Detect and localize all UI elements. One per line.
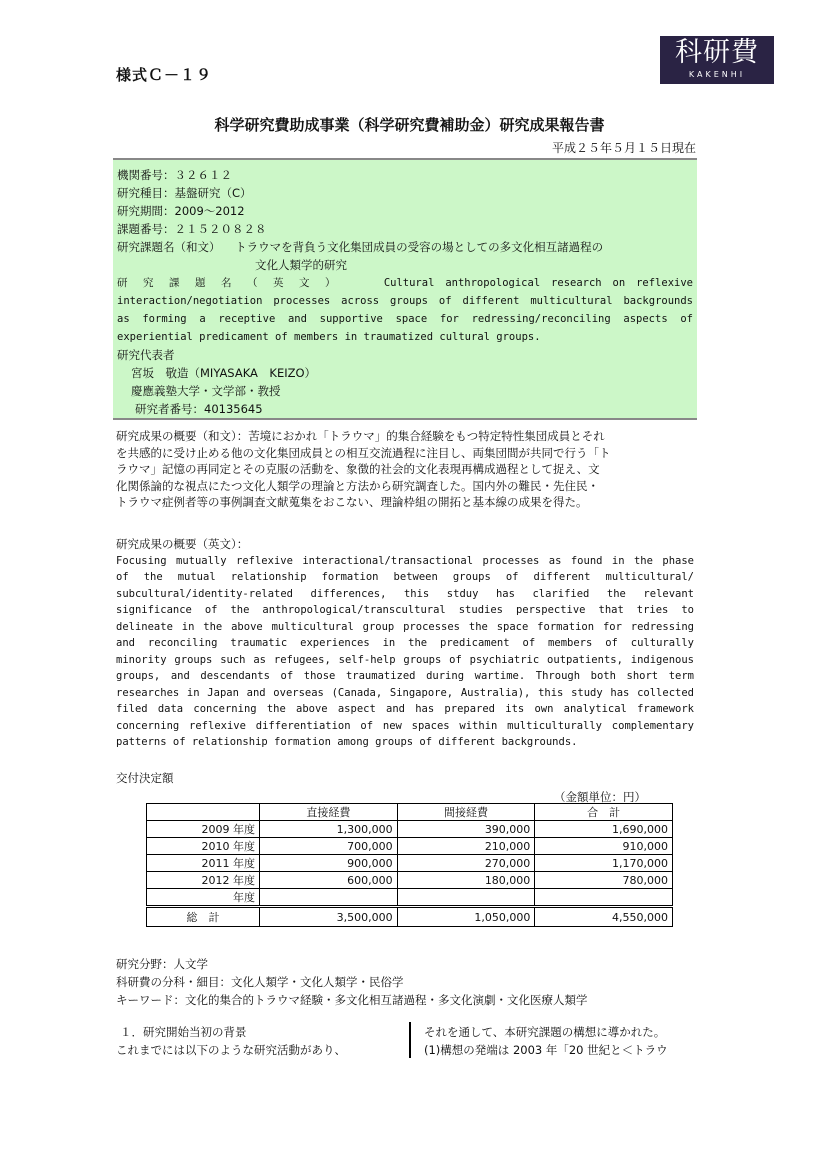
form-number: 様式Ｃ－１９ [116,66,213,84]
grant-label: 交付決定額 [116,771,174,785]
report-title: 科学研究費助成事業（科学研究費補助金）研究成果報告書 [214,116,605,134]
summary-en-line: concerning reflexive differentiation of new spaces within multiculturally complementary [116,719,694,732]
representative-name: 宮坂 敬造（MIYASAKA KEIZO） [131,366,317,380]
summary-en [116,536,694,751]
section-heading: １．研究開始当初の背景 [120,1025,247,1039]
summary-en-line: filed data concerning the above aspect and has prepared its own analytical framework [116,703,694,715]
logo-latin: KAKENHI [688,70,746,79]
title-ja-label: 研究課題名（和文） [117,240,221,254]
grant-total-direct: 3,500,000 [260,907,398,927]
summary-en-line: of the mutual relationship formation between groups of different multicultural/ [116,571,694,583]
grant-indirect: 210,000 [397,838,535,855]
researcher-number: 研究者番号：40135645 [135,402,263,416]
grant-indirect: 180,000 [397,872,535,889]
summary-en-line: researches in Japan and overseas (Canada, Singapore, Australia), this study has collected [116,686,694,699]
table-row [147,889,673,907]
grant-total: 1,170,000 [535,855,673,872]
kakenhi-logo [660,36,774,84]
column-divider [409,1022,411,1058]
research-subfield: 科研費の分科・細目：文化人類学・文化人類学・民俗学 [116,975,404,989]
grant-header-row [147,804,673,821]
research-field: 研究分野：人文学 [116,957,208,971]
grant-header-cell: 直接経費 [260,804,398,821]
grant-total-label: 総 計 [147,907,260,927]
summary-en-line: minority groups such as refugees, self-help groups of psychiatric outpatients, indigenous [116,653,694,666]
grant-unit: （金額単位：円） [554,790,646,804]
grant-year: 年度 [147,889,260,907]
representative-label: 研究代表者 [117,348,175,362]
grant-total-sum: 4,550,000 [535,907,673,927]
grant-header-cell: 合 計 [535,804,673,821]
report-date: 平成２５年５月１５日現在 [551,141,696,155]
project-info-box [113,158,697,420]
grant-total: 780,000 [535,872,673,889]
logo-kanji: 科研費 [675,37,759,68]
grant-indirect [397,889,535,907]
summary-en-line: subcultural/identity-related differences, this stduy has clarified the relevant [116,587,694,600]
title-ja-row [117,238,693,256]
grant-direct: 1,300,000 [260,821,398,838]
summary-en-line: groups, and descendants of those traumatized during wartime. Through both short term [116,670,694,682]
summary-ja-line: トラウマ症例者等の事例調査文献蒐集をおこない、理論枠組の開拓と基本線の成果を得た。 [116,495,588,509]
title-ja-text-2: 文化人類学的研究 [255,258,347,272]
table-row [147,838,673,855]
body-right-line-2: (1)構想の発端は 2003 年「20 世紀と＜トラウ [424,1043,668,1057]
grant-direct: 600,000 [260,872,398,889]
grant-direct: 700,000 [260,838,398,855]
research-category: 研究種目：基盤研究（C） [117,186,252,200]
grant-indirect: 390,000 [397,821,535,838]
grant-year: 2009 年度 [147,821,260,838]
grant-table [146,803,673,927]
title-en-row-1 [117,274,693,292]
representative-affiliation: 慶應義塾大学・文学部・教授 [131,384,281,398]
body-left-line: これまでには以下のような研究活動があり、 [116,1043,346,1057]
body-right-column [424,1023,714,1059]
grant-direct [260,889,398,907]
project-number: 課題番号：２１５２０８２８ [117,222,267,236]
table-row [147,855,673,872]
body-right-line-1: それを通して、本研究課題の構想に導かれた。 [424,1025,666,1039]
research-period: 研究期間：2009～2012 [117,204,245,218]
grant-total-indirect: 1,050,000 [397,907,535,927]
grant-year: 2011 年度 [147,855,260,872]
summary-en-label: 研究成果の概要（英文）： [116,537,249,551]
grant-header-cell [147,804,260,821]
summary-ja-line: 化関係論的な視点にたつ文化人類学の理論と方法から研究調査した。国内外の難民・先住民・ [116,478,599,493]
summary-ja-line: 研究成果の概要（和文）：苦境におかれ「トラウマ」的集合経験をもつ特定特性集団成員とそれ [116,429,605,443]
title-en-text-2: interaction/negotiation processes across groups of different multicultural backgrounds [117,295,693,307]
grant-direct: 900,000 [260,855,398,872]
grant-total-row [147,907,673,927]
research-keywords: キーワード：文化的集合的トラウマ経験・多文化相互諸過程・多文化演劇・文化医療人類学 [116,993,588,1007]
grant-total: 910,000 [535,838,673,855]
summary-en-line: patterns of relationship formation among groups of different backgrounds. [116,736,578,748]
research-meta [116,955,588,1009]
body-left-column [116,1023,398,1059]
title-en-label: 研 究 課 題 名 （ 英 文 ） [117,277,341,289]
title-en-text-4: experiential predicament of members in traumatized cultural groups. [117,331,541,343]
title-en-text-1: Cultural anthropological research on reflexive [383,277,693,289]
title-en-text-3: as forming a receptive and supportive space for redressing/reconciling aspects of [117,313,693,325]
table-row [147,821,673,838]
title-ja-text-1: トラウマを背負う文化集団成員の受容の場としての多文化相互諸過程の [235,240,604,254]
grant-year: 2010 年度 [147,838,260,855]
grant-indirect: 270,000 [397,855,535,872]
summary-ja-line: を共感的に受け止める他の文化集団成員との相互交流過程に注目し、両集団間が共同で行う「ト [116,445,611,460]
table-row [147,872,673,889]
grant-header-cell: 間接経費 [397,804,535,821]
summary-en-line: and reconciling traumatic experiences in the predicament of members of culturally [116,637,694,649]
institution-number: 機関番号：３２６１２ [117,168,232,182]
grant-total [535,889,673,907]
summary-ja-line: ラウマ」記憶の再同定とその克服の活動を、象徴的社会的文化表現再構成過程として捉え、文 [116,462,600,476]
grant-total: 1,690,000 [535,821,673,838]
summary-en-line: significance of the anthropological/transcultural studies perspective that tries to [116,604,694,616]
summary-en-line: delineate in the above multicultural group processes the space formation for redressing [116,620,694,633]
grant-year: 2012 年度 [147,872,260,889]
summary-en-line: Focusing mutually reflexive interactional/transactional processes as found in the phase [116,554,694,567]
summary-ja [116,428,694,511]
